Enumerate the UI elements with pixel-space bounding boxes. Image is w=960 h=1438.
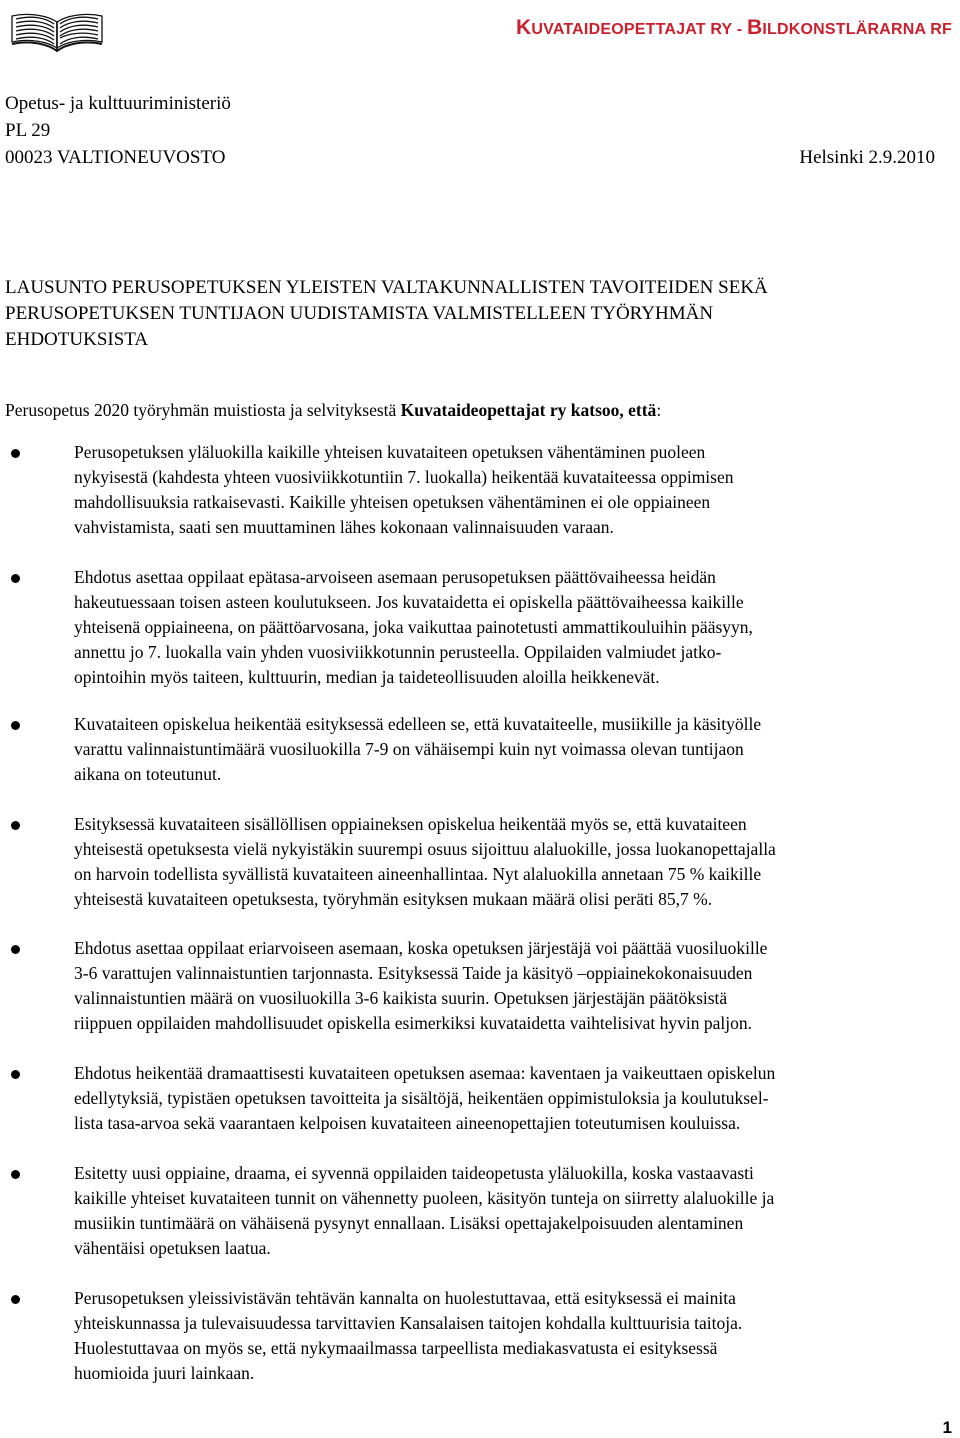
bullet-dot-icon — [11, 574, 20, 583]
bullet-item — [74, 565, 942, 690]
bullet-line: Perusopetuksen yleissivistävän tehtävän kannalta on huolestuttavaa, että esityksessä ei mainita — [74, 1288, 736, 1308]
bullet-dot-icon — [11, 1170, 20, 1179]
bullet-line: aikana on toteutunut. — [74, 764, 222, 784]
bullet-line: Kuvataiteen opiskelua heikentää esityksessä edelleen se, että kuvataiteelle, musiikille ja käsityölle — [74, 714, 762, 734]
recipient-address — [5, 90, 935, 171]
bullet-dot-icon — [11, 449, 20, 458]
organization-name: KUVATAIDEOPETTAJAT RY - BILDKONSTLÄRARNA RF — [516, 16, 952, 39]
bullet-dot-icon — [11, 945, 20, 954]
address-line: 00023 VALTIONEUVOSTO Helsinki 2.9.2010 — [5, 144, 935, 171]
bullet-item — [74, 1061, 942, 1136]
address-line: PL 29 — [5, 120, 51, 141]
bullet-dot-icon — [11, 821, 20, 830]
bullet-line: vahvistamista, saati sen muuttaminen lähes kokonaan valinnaisuuden varaan. — [74, 517, 614, 537]
bullet-item — [74, 1286, 942, 1386]
bullet-line: Ehdotus asettaa oppilaat epätasa-arvoiseen asemaan perusopetuksen päättövaiheessa heidän — [74, 567, 716, 587]
document-title: LAUSUNTO PERUSOPETUKSEN YLEISTEN VALTAKUNNALLISTEN TAVOITEIDEN SEKÄ PERUSOPETUKSEN TUNTIJAON UUDISTAMISTA VALMISTELLEEN TYÖRYHMÄN EHDOTUKSISTA — [5, 277, 768, 350]
bullet-line: Huolestuttavaa on myös se, että nykymaailmassa tarpeellista mediakasvatusta ei esityksessä — [74, 1338, 718, 1358]
bullet-line: yhteiskunnassa ja tulevaisuudessa tarvittavien Kansalaisen taitojen kohdalla kulttuurisia taitoja. — [74, 1313, 743, 1333]
bullet-line: kaikille yhteiset kuvataiteen tunnit on vähennetty puoleen, käsityön tunteja on siirretty alaluokille ja — [74, 1188, 775, 1208]
bullet-line: on harvoin todellista syvällistä kuvataiteen aineenhallintaa. Nyt alaluokilla annetaan 75 % kaikille — [74, 864, 762, 884]
bullet-line: nykyisestä (kahdesta yhteen vuosiviikkotuntiin 7. luokalla) heikentää kuvataiteessa oppimisen — [74, 467, 734, 487]
bullet-line: Ehdotus asettaa oppilaat eriarvoiseen asemaan, koska opetuksen järjestäjä voi päättää vuosiluokille — [74, 938, 768, 958]
bullet-line: hakeutuessaan toisen asteen koulutukseen. Jos kuvataidetta ei opiskella päättövaiheessa kaikille — [74, 592, 744, 612]
bullet-line: yhteisestä opetuksesta vielä nykyistäkin suurempi osuus sijoittuu alaluokille, jossa luokanopettajalla — [74, 839, 776, 859]
bullet-line: varattu valinnaistuntimäärä vuosiluokilla 7-9 on vähäisempi kuin nyt voimassa olevan tuntijaon — [74, 739, 744, 759]
bullet-dot-icon — [11, 721, 20, 730]
bullet-line: Esityksessä kuvataiteen sisällöllisen oppiaineksen opiskelua heikentää myös se, että kuvataiteen — [74, 814, 747, 834]
bullet-line: lista tasa-arvoa sekä vaarantaen kelpoisen kuvataiteen aineenopettajien toteutumisen kouluissa. — [74, 1113, 741, 1133]
bullet-line: Perusopetuksen yläluokilla kaikille yhteisen kuvataiteen opetuksen vähentäminen puoleen — [74, 442, 706, 462]
open-book-icon — [8, 4, 106, 56]
bullet-line: vähentäisi opetuksen laatua. — [74, 1238, 271, 1258]
bullet-item — [74, 936, 942, 1036]
bullet-line: valinnaistuntien määrä on vuosiluokilla 3-6 kaikista suurin. Opetuksen järjestäjän päätöksistä — [74, 988, 728, 1008]
address-line: Opetus- ja kulttuuriministeriö — [5, 93, 231, 114]
bullet-line: opintoihin myös taiteen, kulttuurin, median ja taideteollisuuden aloilla heikkenevät. — [74, 667, 660, 687]
bullet-line: yhteisestä kuvataiteen opetuksesta, työryhmän esityksen mukaan määrä olisi peräti 85,7 %. — [74, 889, 713, 909]
bullet-line: edellytyksiä, typistäen opetuksen tavoitteita ja sisältöjä, heikentäen oppimistuloksia ja koulutuksel- — [74, 1088, 769, 1108]
bullet-line: riippuen oppilaiden mahdollisuudet opiskella esimerkiksi kuvataidetta vaihtelisivat hyvin paljon. — [74, 1013, 752, 1033]
bullet-item — [74, 712, 942, 787]
document-date: Helsinki 2.9.2010 — [799, 147, 935, 168]
bullet-dot-icon — [11, 1070, 20, 1079]
bullet-line: 3-6 varattujen valinnaistuntien tarjonnasta. Esityksessä Taide ja käsityö –oppiainekokonaisuuden — [74, 963, 753, 983]
bullet-line: huomioida juuri lainkaan. — [74, 1363, 255, 1383]
bullet-dot-icon — [11, 1295, 20, 1304]
bullet-line: yhteisenä oppiaineena, on päättöarvosana, joka vaikuttaa painotetusti ammattikouluihin pääsyyn, — [74, 617, 753, 637]
page-number: 1 — [942, 1418, 952, 1437]
bullet-line: musiikin tuntimäärä on vähäisenä pysynyt ennallaan. Lisäksi opettajakelpoisuuden alentaminen — [74, 1213, 744, 1233]
bullet-item — [74, 812, 942, 912]
bullet-line: Esitetty uusi oppiaine, draama, ei syvennä oppilaiden taideopetusta yläluokilla, koska vastaavasti — [74, 1163, 754, 1183]
bullet-line: annettu jo 7. luokalla vain yhden vuosiviikkotunnin perusteella. Oppilaiden valmiudet jatko- — [74, 642, 722, 662]
bullet-item — [74, 440, 942, 540]
intro-bold: Kuvataideopettajat ry katsoo, että — [400, 400, 657, 420]
bullet-item — [74, 1161, 942, 1261]
bullet-line: Ehdotus heikentää dramaattisesti kuvataiteen opetuksen asemaa: kaventaen ja vaikeuttaen opiskelun — [74, 1063, 776, 1083]
bullet-line: mahdollisuuksia ratkaisevasti. Kaikille yhteisen opetuksen vähentäminen ei ole oppiaineen — [74, 492, 711, 512]
intro-paragraph: Perusopetus 2020 työryhmän muistiosta ja selvityksestä Kuvataideopettajat ry katsoo, että: — [5, 400, 662, 420]
